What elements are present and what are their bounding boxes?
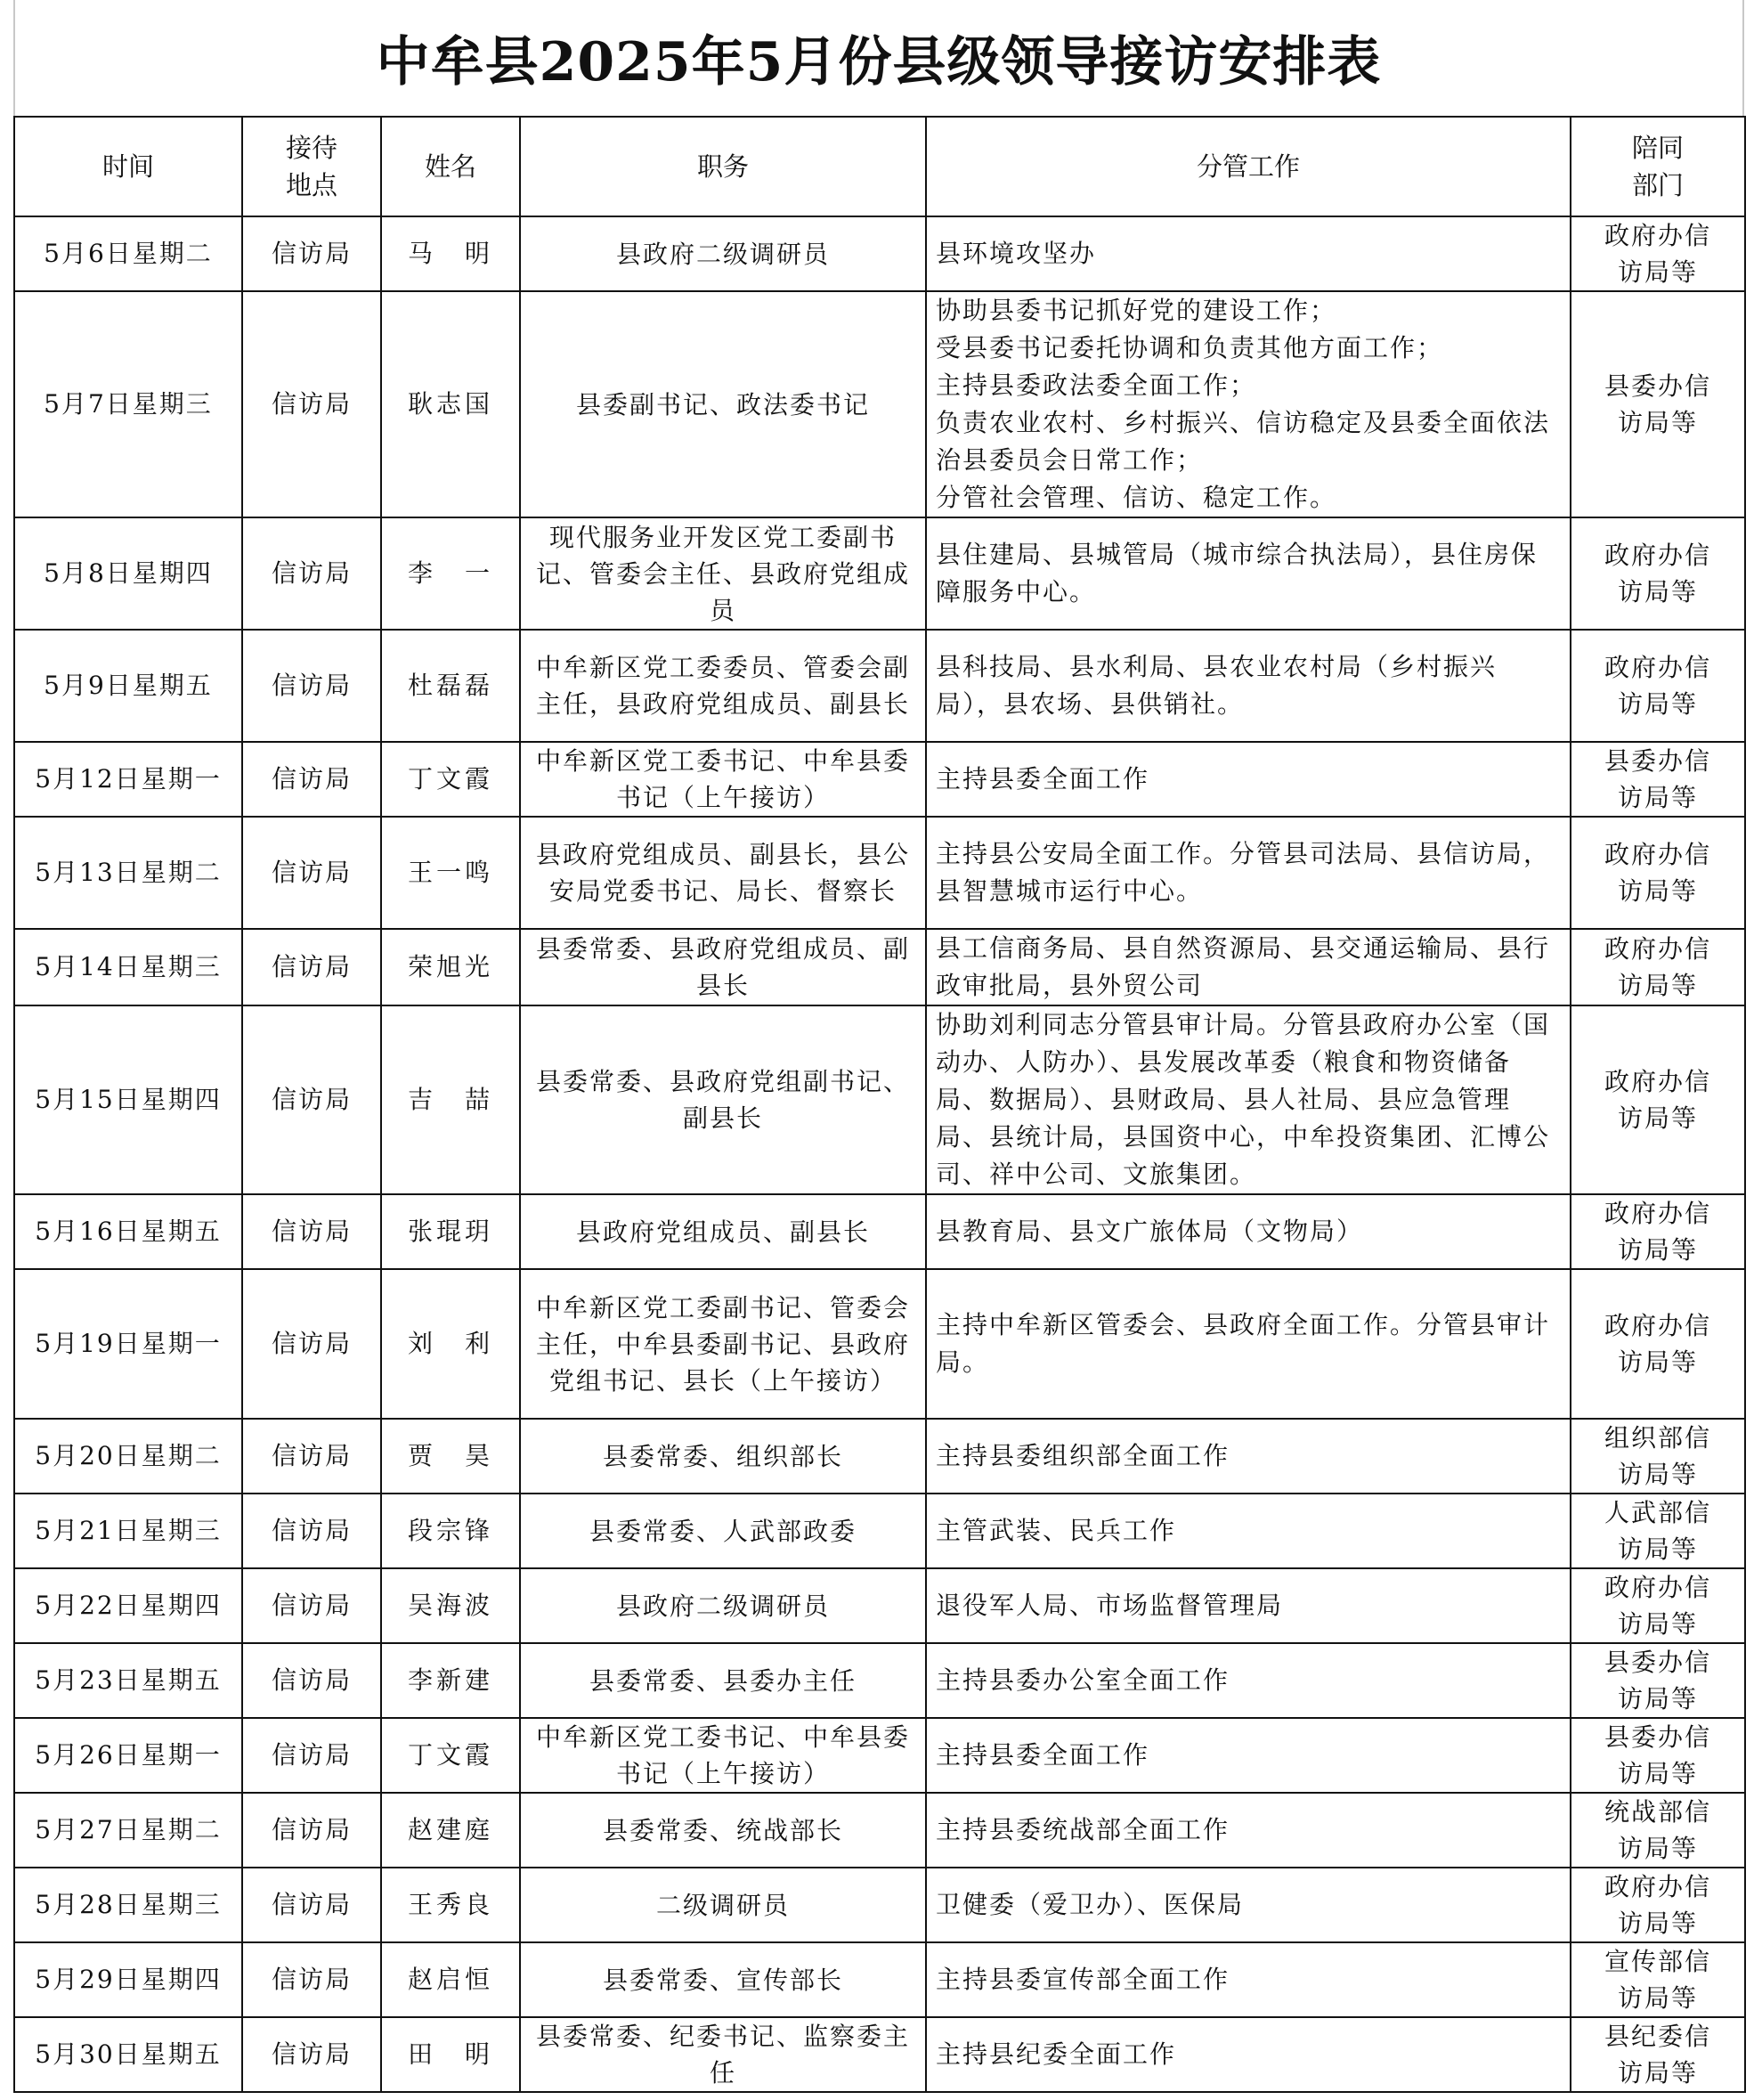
cell-accompany	[1571, 630, 1745, 742]
cell-position: 县政府党组成员、副县长	[520, 1194, 926, 1269]
schedule-sheet	[13, 0, 1744, 2093]
cell-accompany-label: 宣传部信访局等	[1604, 1947, 1711, 2013]
table-row	[14, 1568, 1745, 1643]
cell-duties	[926, 742, 1571, 817]
cell-accompany	[1571, 1718, 1745, 1793]
cell-accompany-label: 政府办信访局等	[1604, 1573, 1711, 1639]
cell-duties	[926, 817, 1571, 929]
duty-line: 协助县委书记抓好党的建设工作；	[936, 296, 1337, 325]
duty-line: 退役军人局、市场监督管理局	[936, 1591, 1284, 1620]
cell-location: 信访局	[242, 1419, 381, 1494]
cell-accompany-label: 政府办信访局等	[1604, 1067, 1711, 1133]
cell-accompany-label: 政府办信访局等	[1604, 840, 1711, 906]
table-row	[14, 1005, 1745, 1194]
duty-line: 县教育局、县文广旅体局（文物局）	[936, 1217, 1364, 1246]
cell-name: 马 明	[381, 216, 520, 291]
duty-line: 主持中牟新区管委会、县政府全面工作。分管县审计局。	[936, 1310, 1551, 1377]
cell-name: 田 明	[381, 2017, 520, 2092]
cell-name: 耿志国	[381, 291, 520, 517]
cell-accompany	[1571, 216, 1745, 291]
cell-duties	[926, 1494, 1571, 1568]
cell-duties	[926, 1568, 1571, 1643]
cell-position: 中牟新区党工委书记、中牟县委书记（上午接访）	[520, 742, 926, 817]
cell-duties	[926, 1793, 1571, 1868]
cell-date: 5月8日星期四	[14, 517, 242, 630]
cell-date: 5月23日星期五	[14, 1643, 242, 1718]
cell-accompany-label: 县纪委信访局等	[1604, 2022, 1711, 2088]
cell-position: 县政府党组成员、副县长，县公安局党委书记、局长、督察长	[520, 817, 926, 929]
cell-accompany-label: 县委办信访局等	[1604, 746, 1711, 812]
cell-name: 丁文霞	[381, 742, 520, 817]
schedule-table	[13, 116, 1746, 2093]
header-accompany	[1571, 117, 1745, 216]
table-row	[14, 1868, 1745, 1942]
duty-line: 主管武装、民兵工作	[936, 1516, 1177, 1545]
cell-position: 县委常委、宣传部长	[520, 1942, 926, 2017]
cell-accompany-label: 政府办信访局等	[1604, 1199, 1711, 1265]
cell-name: 荣旭光	[381, 929, 520, 1005]
cell-name: 杜磊磊	[381, 630, 520, 742]
duty-line: 主持县委政法委全面工作；	[936, 370, 1257, 400]
duty-line: 县工信商务局、县自然资源局、县交通运输局、县行政审批局，县外贸公司	[936, 933, 1551, 1000]
cell-location: 信访局	[242, 1793, 381, 1868]
cell-accompany	[1571, 1419, 1745, 1494]
cell-accompany	[1571, 1269, 1745, 1419]
duty-line: 县环境攻坚办	[936, 239, 1097, 268]
cell-accompany-label: 政府办信访局等	[1604, 1872, 1711, 1938]
cell-date: 5月14日星期三	[14, 929, 242, 1005]
cell-date: 5月22日星期四	[14, 1568, 242, 1643]
table-row	[14, 1793, 1745, 1868]
cell-date: 5月7日星期三	[14, 291, 242, 517]
cell-duties	[926, 216, 1571, 291]
duty-line: 协助刘利同志分管县审计局。分管县政府办公室（国动办、人防办）、县发展改革委（粮食和物资储备局、数据局）、县财政局、县人社局、县应急管理局、县统计局，县国资中心，中牟投资集团、汇博公司、祥中公司、文旅集团。	[936, 1010, 1551, 1189]
table-row	[14, 517, 1745, 630]
cell-location: 信访局	[242, 1494, 381, 1568]
cell-name: 李新建	[381, 1643, 520, 1718]
cell-location: 信访局	[242, 929, 381, 1005]
cell-location: 信访局	[242, 1269, 381, 1419]
table-row	[14, 929, 1745, 1005]
cell-position: 县委常委、统战部长	[520, 1793, 926, 1868]
duty-line: 主持县委宣传部全面工作	[936, 1965, 1230, 1994]
cell-location: 信访局	[242, 1868, 381, 1942]
cell-location: 信访局	[242, 216, 381, 291]
cell-duties	[926, 2017, 1571, 2092]
cell-position: 县委副书记、政法委书记	[520, 291, 926, 517]
cell-location: 信访局	[242, 2017, 381, 2092]
table-row	[14, 1643, 1745, 1718]
duty-line: 县科技局、县水利局、县农业农村局（乡村振兴局），县农场、县供销社。	[936, 652, 1498, 719]
cell-date: 5月20日星期二	[14, 1419, 242, 1494]
cell-accompany	[1571, 291, 1745, 517]
cell-date: 5月9日星期五	[14, 630, 242, 742]
cell-location: 信访局	[242, 817, 381, 929]
cell-duties	[926, 1419, 1571, 1494]
cell-location: 信访局	[242, 1194, 381, 1269]
cell-duties	[926, 517, 1571, 630]
cell-name: 李 一	[381, 517, 520, 630]
header-duties: 分管工作	[926, 117, 1571, 216]
duty-line: 主持县纪委全面工作	[936, 2039, 1177, 2069]
cell-position: 县委常委、县政府党组副书记、副县长	[520, 1005, 926, 1194]
cell-date: 5月16日星期五	[14, 1194, 242, 1269]
cell-date: 5月28日星期三	[14, 1868, 242, 1942]
cell-accompany	[1571, 1005, 1745, 1194]
cell-accompany	[1571, 1643, 1745, 1718]
table-row	[14, 291, 1745, 517]
header-position: 职务	[520, 117, 926, 216]
cell-date: 5月19日星期一	[14, 1269, 242, 1419]
duty-line: 卫健委（爱卫办）、医保局	[936, 1890, 1245, 1919]
cell-name: 丁文霞	[381, 1718, 520, 1793]
duty-line: 主持县委统战部全面工作	[936, 1815, 1230, 1844]
cell-location: 信访局	[242, 742, 381, 817]
cell-location: 信访局	[242, 1568, 381, 1643]
cell-location: 信访局	[242, 1643, 381, 1718]
cell-accompany	[1571, 1568, 1745, 1643]
cell-date: 5月6日星期二	[14, 216, 242, 291]
cell-accompany-label: 政府办信访局等	[1604, 1311, 1711, 1377]
duty-line: 受县委书记委托协调和负责其他方面工作；	[936, 333, 1444, 362]
cell-date: 5月30日星期五	[14, 2017, 242, 2092]
cell-name: 张琨玥	[381, 1194, 520, 1269]
cell-name: 吉 喆	[381, 1005, 520, 1194]
cell-location: 信访局	[242, 1942, 381, 2017]
cell-position: 中牟新区党工委委员、管委会副主任，县政府党组成员、副县长	[520, 630, 926, 742]
cell-accompany	[1571, 517, 1745, 630]
duty-line: 主持县公安局全面工作。分管县司法局、县信访局，县智慧城市运行中心。	[936, 839, 1551, 906]
duty-line: 负责农业农村、乡村振兴、信访稳定及县委全面依法治县委员会日常工作；	[936, 408, 1551, 475]
cell-date: 5月21日星期三	[14, 1494, 242, 1568]
cell-date: 5月27日星期二	[14, 1793, 242, 1868]
cell-duties	[926, 1942, 1571, 2017]
cell-position: 县委常委、县委办主任	[520, 1643, 926, 1718]
cell-position: 二级调研员	[520, 1868, 926, 1942]
cell-duties	[926, 1718, 1571, 1793]
table-row	[14, 216, 1745, 291]
cell-name: 贾 昊	[381, 1419, 520, 1494]
cell-accompany-label: 政府办信访局等	[1604, 934, 1711, 1000]
cell-accompany	[1571, 742, 1745, 817]
header-accompany-label: 陪同部门	[1631, 133, 1684, 200]
cell-location: 信访局	[242, 291, 381, 517]
duty-line: 主持县委办公室全面工作	[936, 1665, 1230, 1695]
table-row	[14, 1494, 1745, 1568]
cell-accompany	[1571, 1942, 1745, 2017]
cell-position: 县政府二级调研员	[520, 1568, 926, 1643]
cell-name: 刘 利	[381, 1269, 520, 1419]
cell-duties	[926, 1194, 1571, 1269]
cell-accompany	[1571, 1793, 1745, 1868]
cell-accompany-label: 县委办信访局等	[1604, 1722, 1711, 1788]
cell-accompany-label: 县委办信访局等	[1604, 371, 1711, 437]
cell-position: 县委常委、组织部长	[520, 1419, 926, 1494]
duty-line: 县住建局、县城管局（城市综合执法局），县住房保障服务中心。	[936, 540, 1539, 606]
cell-name: 王一鸣	[381, 817, 520, 929]
cell-accompany-label: 政府办信访局等	[1604, 541, 1711, 606]
cell-position: 中牟新区党工委副书记、管委会主任，中牟县委副书记、县政府党组书记、县长（上午接访）	[520, 1269, 926, 1419]
cell-accompany	[1571, 1194, 1745, 1269]
duty-line: 主持县委组织部全面工作	[936, 1441, 1230, 1470]
cell-location: 信访局	[242, 1718, 381, 1793]
cell-accompany	[1571, 817, 1745, 929]
table-header-row	[14, 117, 1745, 216]
cell-duties	[926, 1005, 1571, 1194]
page-title: 中牟县2025年5月份县级领导接访安排表	[13, 0, 1744, 116]
cell-accompany-label: 政府办信访局等	[1604, 221, 1711, 287]
cell-duties	[926, 291, 1571, 517]
cell-duties	[926, 1269, 1571, 1419]
table-row	[14, 1942, 1745, 2017]
cell-position: 县委常委、县政府党组成员、副县长	[520, 929, 926, 1005]
cell-location: 信访局	[242, 1005, 381, 1194]
cell-name: 赵启恒	[381, 1942, 520, 2017]
cell-accompany	[1571, 1868, 1745, 1942]
table-row	[14, 2017, 1745, 2092]
table-row	[14, 1269, 1745, 1419]
table-row	[14, 1718, 1745, 1793]
duty-line: 分管社会管理、信访、稳定工作。	[936, 483, 1337, 512]
cell-accompany-label: 组织部信访局等	[1604, 1423, 1711, 1489]
header-location-label: 接待地点	[285, 133, 337, 200]
cell-date: 5月13日星期二	[14, 817, 242, 929]
cell-name: 王秀良	[381, 1868, 520, 1942]
cell-position: 县政府二级调研员	[520, 216, 926, 291]
cell-position: 县委常委、人武部政委	[520, 1494, 926, 1568]
cell-accompany-label: 统战部信访局等	[1604, 1797, 1711, 1863]
cell-name: 吴海波	[381, 1568, 520, 1643]
cell-accompany	[1571, 929, 1745, 1005]
table-row	[14, 630, 1745, 742]
table-body	[14, 216, 1745, 2092]
cell-duties	[926, 929, 1571, 1005]
duty-line: 主持县委全面工作	[936, 1740, 1150, 1770]
cell-duties	[926, 630, 1571, 742]
cell-location: 信访局	[242, 630, 381, 742]
cell-name: 段宗锋	[381, 1494, 520, 1568]
cell-accompany	[1571, 2017, 1745, 2092]
cell-accompany-label: 县委办信访局等	[1604, 1648, 1711, 1713]
cell-position: 现代服务业开发区党工委副书记、管委会主任、县政府党组成员	[520, 517, 926, 630]
cell-position: 县委常委、纪委书记、监察委主任	[520, 2017, 926, 2092]
cell-accompany-label: 人武部信访局等	[1604, 1498, 1711, 1564]
table-row	[14, 742, 1745, 817]
header-location	[242, 117, 381, 216]
cell-date: 5月26日星期一	[14, 1718, 242, 1793]
table-row	[14, 817, 1745, 929]
cell-duties	[926, 1868, 1571, 1942]
cell-date: 5月29日星期四	[14, 1942, 242, 2017]
cell-duties	[926, 1643, 1571, 1718]
cell-location: 信访局	[242, 517, 381, 630]
cell-date: 5月15日星期四	[14, 1005, 242, 1194]
table-row	[14, 1419, 1745, 1494]
table-row	[14, 1194, 1745, 1269]
header-name: 姓名	[381, 117, 520, 216]
cell-name: 赵建庭	[381, 1793, 520, 1868]
duty-line: 主持县委全面工作	[936, 764, 1150, 794]
cell-accompany	[1571, 1494, 1745, 1568]
header-time: 时间	[14, 117, 242, 216]
cell-date: 5月12日星期一	[14, 742, 242, 817]
cell-accompany-label: 政府办信访局等	[1604, 653, 1711, 719]
cell-position: 中牟新区党工委书记、中牟县委书记（上午接访）	[520, 1718, 926, 1793]
